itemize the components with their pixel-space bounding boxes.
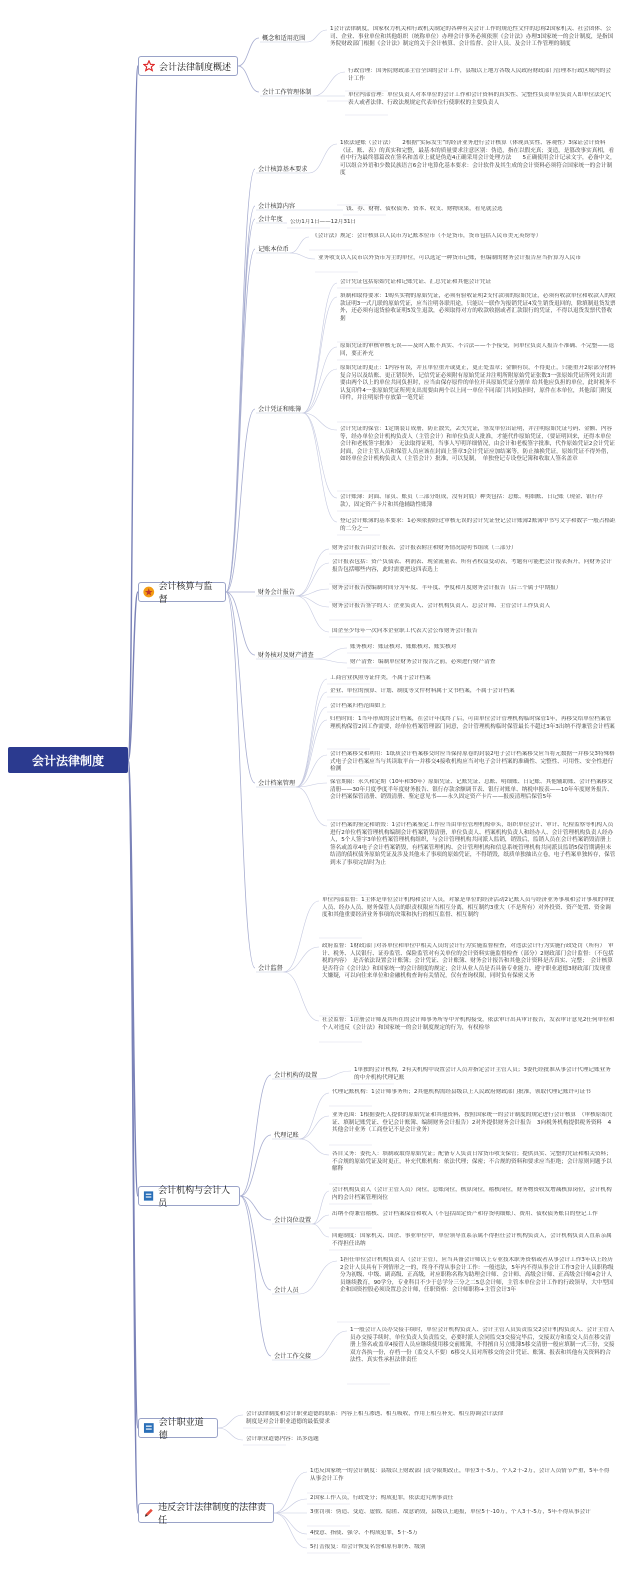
- leaf-note: 1会计法律制度，国家权力机关和行政机关制定的各种有关会计工作的规范性文件的总称2国家机关、社会团体、公司、企业、事业单位和其他组织（统称单位）办理会计事务必须依照《会计法》办理3国家统一的会计制度，是指国务院财政部门根据《会计法》制定的关于会计核算、会计监督、会计人员、及会计工作管理的制度: [330, 26, 614, 48]
- leaf-note: 会计报表包括：资产负债表、利润表、现金流量表、所有者权益变动表，考题有可能把会计报表拆开，问财务会计报告包括哪些内容，此时需要把这四表选上: [332, 559, 612, 573]
- leaf-note: 会计职业道德内容：出多选题: [246, 1436, 319, 1442]
- leaf-note: 社会监督：1注册会计师及其所在的会计师事务所等中介机构接受，依法审计出具审计报告，发表审计意见2任何单位和个人对违反《会计法》和国家统一的会计制度规定的行为，有权检举: [322, 1017, 615, 1031]
- connector: [303, 283, 337, 413]
- root-node[interactable]: 会计法律制度: [8, 747, 128, 773]
- connector: [300, 1093, 329, 1139]
- leaf-note: 公历1月1日——12月31日: [290, 219, 357, 225]
- connector: [290, 253, 315, 259]
- connector: [226, 409, 255, 592]
- leaf-note: 业务收支以人民币以外货币为主的单位，可以选定一种货币记账，但编制的财务会计报告应当折算为人民币: [318, 255, 581, 261]
- section-title: 会计法律制度概述: [159, 62, 232, 73]
- leaf-note: 《会计法》规定：会计核算以人民币为记账本位币（不是货币，货币包括人民币美元英镑等）: [312, 233, 542, 239]
- leaf-note: 会计机构负责人（会计主管人员）岗位，总账岗位，核算岗位，稽核岗位，财务物资收发增减核算岗位，会计机构内的会计档案管理岗位: [332, 1187, 612, 1201]
- connector: [312, 1191, 329, 1224]
- connector: [296, 755, 327, 787]
- leaf-note: 会计档案归档范围如上: [330, 703, 386, 709]
- connector: [296, 549, 329, 596]
- connector: [284, 947, 319, 972]
- section-accounting-supervision[interactable]: [138, 582, 226, 605]
- connector: [274, 1513, 307, 1548]
- leaf-note: 工商营业执照等证件类，不属于会计档案: [330, 675, 431, 681]
- sub-topic-label[interactable]: 会计工作管理体制: [262, 89, 312, 96]
- leaf-note: 会计凭证包括原始凭证和记账凭证、汇总凭证和其他会计凭证: [340, 279, 492, 285]
- sub-topic-label[interactable]: 记账本位币: [258, 246, 289, 253]
- leaf-note: 2国家工作人员，行政处分；构成犯罪，依法追究刑事责任: [310, 1495, 454, 1501]
- leaf-note: 会计档案移交和利用：1纸质会计档案移交时应当保持原卷的封装2电子会计档案移交应当将元数据一并移交3特殊格式电子会计档案应当与其读取平台一并移交4接收机构应当对电子会计档案的准确性、完整性、可用性、安全性进行检测: [330, 751, 615, 773]
- leaf-note: 政府监督：1财政部门对各单位和单位中相关人员的会计行为实施监督检查，对违法会计行为实施行政处罚（所有） 审计、税务、人民银行、证券监管、保险监管对有关单位的会计资料实施监督检查（部分）2财政部门会计监督：（不包括税的内容） 是否依法设置会计账簿；会计凭证、会计账簿、财务会计报告和其他会计资料是否真实、完整； 会计核算是否符合《会计法》和国家统一的会计制度的规定；会计从业人员是否具备专业能力、遵守职业道德3财政部门发现重大嫌疑，可以向往来单位和金融机构查询有关情况，仅有查询权限，同时负有保密义务: [322, 943, 614, 980]
- connector: [226, 249, 255, 592]
- sub-topic-label[interactable]: 会计岗位设置: [274, 1217, 312, 1224]
- leaf-note: 原始凭证的更正：1内容有误，并且单位重开或更正，更正处盖章；金额有误，不得更正，只能重开2原部分材料复合另以及结账、更正错误外，记信凭证必须附有原始凭证并注明所附原始凭证张数3一张原始凭证所列支出需要由两个以上的单位共同负担时，应当由保存原件的单位开具原始凭证分割单 给其他应负担的单位，此时税务不认复印件4一张原始凭证所列支出需要由两个以上同一单位不同部门共同负担时，原件在本单位，其他部门附复印件，并注明原件存放第一笔凭证: [340, 365, 616, 402]
- connector: [226, 219, 255, 592]
- connector: [296, 563, 329, 596]
- leaf-note: 1依法建账（会计法） 2根据“实际发生”的经济业务进行会计核算（体现真实性、客观性）3保证会计资料（证、账、表）的真实和完整，最基本的质量要求注意区别：伪造，指在以假充真；变造，是篡改事实真相，看看中行为最终篡篇改在签名和盖章上就是伪造4正确采用会计处理方法 5正确使用会计记录文字，必备中文，可以组合外语和少数民族语言6会计电算化基本要求：会计软件及其生成的会计资料必须符合国家统一的会计制度: [340, 140, 616, 177]
- connector: [300, 1261, 337, 1294]
- leaf-note: 财务会计报告按编制时间分为年度、半年度、季度和月度财务会计报告（后三个属于中期报）: [332, 585, 562, 591]
- sub-topic-label[interactable]: 会计工作交接: [274, 1353, 312, 1360]
- sub-topic-label[interactable]: 财务会计报告: [258, 589, 296, 596]
- leaf-note: 会计法律制度和会计职业道德的联系：内容上相互渗透、相互吸收，作用上相互补充、相互协调会计法律制度是对会计职业道德的最低要求: [246, 1411, 504, 1425]
- connector: [296, 720, 327, 787]
- connector: [226, 592, 255, 783]
- connector: [296, 692, 327, 787]
- section-professional-ethics[interactable]: [138, 1418, 218, 1441]
- connector: [226, 592, 255, 968]
- flag-icon: [143, 1190, 154, 1202]
- leaf-note: 单位内部管理：单位负责人对本单位的会计工作和会计资料的真实性、完整性负责单位负责人即单位法定代表人或者法律、行政法规规定代表单位行使职权的主要负责人: [348, 92, 611, 106]
- connector: [290, 237, 309, 253]
- leaf-note: 出纳不得兼管稽核、会计档案保管和收入（不包括固定资产和存货明细账）、费用、债权债务账目的登记工作: [332, 1211, 598, 1217]
- leaf-note: 财产清查：编制单位财务会计报告之前，必须进行财产清查: [350, 659, 496, 665]
- connector: [319, 1071, 351, 1079]
- sub-topic-label[interactable]: 会计核算基本要求: [258, 166, 308, 173]
- connector: [309, 144, 337, 173]
- leaf-note: 5打击报复：给会计恢复名誉和原有职务、级别: [310, 1544, 426, 1550]
- leaf-note: 钱、券、财物、债权债务、资本、收支、财物成果，看见就会选: [346, 206, 503, 212]
- leaf-note: 保管期限：永久和定期（10年和30年）原始凭证、记账凭证、总账、明细账、日记账、其他辅助账、会计档案移交清册——30年月度季度半年度财务报告、银行存款余额调节表、银行对账单、纳税申报表——10年年度财务报告、会计档案保管清册、销毁清册、鉴定意见书——永久固定资产卡片——报废清理后保管5年: [330, 779, 613, 801]
- leaf-note: 会计账簿：封面、扉页、账页（三部分组成，没有封底）种类包括：总账、明细账、日记账（现金、银行存款），固定资产卡片和其他辅助性账簿: [340, 494, 603, 508]
- sub-topic-label[interactable]: 代理记账: [274, 1132, 299, 1139]
- star-filled-icon: [143, 586, 155, 598]
- connector: [240, 1075, 271, 1196]
- connector: [238, 66, 259, 92]
- connector: [312, 1224, 329, 1237]
- leaf-note: 代理记账机构：1会计师事务所；2其他机构需经县级以上人民政府财政部门批准，领取代理记账许可证书: [332, 1089, 591, 1095]
- leaf-note: 1违反国家统一的会计制度：县级以上财政部门责令限期改正，单位3千-5万，个人2千-2万，会计人员情节严重，5年不得从事会计工作: [310, 1468, 610, 1482]
- sub-topic-label[interactable]: 会计机构的设置: [274, 1072, 318, 1079]
- flag-icon: [143, 1422, 155, 1434]
- leaf-note: 1单独的会计机构，2有关机构中设置会计人员并指定会计主管人员；3委托经批准从事会计代理记账业务的中介机构代理记账: [354, 1067, 611, 1081]
- sub-topic-label[interactable]: 会计人员: [274, 1287, 299, 1294]
- connector: [300, 1139, 329, 1155]
- leaf-note: 企业、单位的预算、计划、制度等文件材料属于文书档案，不属于会计档案: [330, 688, 515, 694]
- leaf-note: 国企至少每年一次向本企业职工代表大会公布财务会计报告: [332, 628, 478, 634]
- leaf-note: 会计档案的鉴定和销毁：1会计档案鉴定工作应当由单位管理机构牵头，组织单位会计、审计、纪检监察等机构人员进行2单位档案管理机构编制会计档案销毁清册，单位负责人、档案机构负责人和经办人、会计管理机构负责人经办人，5个人签字3单位档案管理机构组织，与会计管理机构共同派人监销，销毁后，监销人员在会计档案销毁清册上签名或盖章4电子会计档案销毁，有档案管理机构、会计管理机构和信息系统管理机构共同派员监销5保管期满但未结清的债权债务原始凭证及涉及其他未了事项的原始凭证，不得销毁，纸质单独抽出立卷，电子档案单独转存，保管到未了事项完结时为止: [330, 822, 616, 866]
- connector: [296, 707, 327, 787]
- leaf-note: 4授意、指使、强令、不构成犯罪，5千-5万: [310, 1530, 418, 1536]
- leaf-note: 财务会计报告签字的人：企业负责人、会计机构负责人、总会计师、主管会计工作负责人: [332, 603, 551, 609]
- sub-topic-label[interactable]: 会计监督: [258, 965, 283, 972]
- leaf-note: 会计凭证的保管：1定期装订成册，防止散失，丢失凭证，签发单位出证明，并注明原始凭证号码、金额、内容等，经办单位会计机构负责人（主管会计）和单位负责人批准，才能代作原始凭证，（要证明回来，还得本单位会计和老板签字批准） 无法取得证明，当事人写明详细情况，由会计和老板签字批准，代作原始凭证2会计凭证封面，会计主管人员和保管人员应该在封面上签章3会计凭证应加结案等，防止抽换凭证，原始凭证不得外借，如经单位会计机构负责人（主管会计）批准，可以复制， 单独登记专设登记簿和收取人签名盖章: [340, 426, 615, 463]
- leaf-note: 财务会计报告由会计报表、会计报表附注和财务情况说明书组成（三部分）: [332, 545, 517, 551]
- connector: [284, 901, 319, 972]
- section-title: 会计核算与监督: [158, 582, 213, 605]
- connector: [296, 787, 327, 826]
- leaf-note: 原始凭证的审核审核无误——及时入账不真实、不合法——不予接受，向单位负责人报告不准确、不完整——退回，要正补充: [340, 343, 615, 357]
- connector: [218, 1415, 243, 1428]
- section-overview[interactable]: [138, 56, 238, 76]
- connector: [218, 1428, 243, 1440]
- leaf-note: 1一般会计人员办交接手续时，单位会计机构负责人、会计主管人员负责监交2会计机构负责人、会计主管人员办交接手续时，单位负责人负责监交，必要时派人会同监交3交接完毕后，交接双方和监交人员在移交清册上签名或盖章4接管人员应继续使用移交前账簿，不得擅自另立账簿5移交清册一般应填制一式三份，交接双方各执一份，存档一份（监交人不要）6移交人员对所移交的会计凭证、账簿、报表和其他有关资料的合法性、真实性承担法律责任: [350, 1327, 615, 1364]
- connector: [240, 1135, 271, 1196]
- section-title: 违反会计法律制度的法律责任: [158, 1503, 267, 1526]
- connector: [240, 1196, 271, 1356]
- sub-topic-label[interactable]: 财务核对及财产清查: [258, 652, 314, 659]
- sub-topic-label[interactable]: 会计年度: [258, 216, 283, 223]
- leaf-note: 行政管理：国务院财政部主管全国的会计工作，县级以上地方各级人民政府财政部门管理本行政区域内的会计工作: [348, 68, 611, 82]
- connector: [274, 1472, 307, 1513]
- connector: [303, 413, 337, 498]
- leaf-note: 回避制度：国家机关、国企、事业单位中，单位领导直系亲属不得担任会计机构负责人，会计机构负责人直系亲属不得担任出纳: [332, 1233, 612, 1247]
- connector: [300, 1116, 329, 1139]
- section-legal-liability[interactable]: [138, 1503, 274, 1526]
- leaf-note: 1担任单位会计机构负责人（会计主管），应当具备会计师以上专业技术职务资格或者从事会计工作3年以上经历2会计人员具有下列情形之一的，终身不得从事会计工作：一般违法，5年内不得从事会计工作3会计人员职称级分为初级、中级、副高级、正高级，对应职称名称为助理会计师、会计师、高级会计师、正高级会计师4会计人员继续教育，90学分，专业科目不少于总学分三分之二5总会计师，主管本单位会计工作的行政领导，大中型国企和国资控股必须设置总会计师，任职资格：会计师职称+主管会计3年: [340, 1257, 614, 1294]
- connector: [296, 596, 329, 607]
- leaf-note: 账务核对：账证核对、账账核对、账实核对: [350, 644, 457, 650]
- leaf-note: 归档时间：1当年形成的会计档案，在会计年度终了后，可由单位会计管理机构临时保管1年，再移交给单位档案管理机构保管2因工作需要，经单位档案管理部门同意，会计管理机构临时保管最长不超过3年3出纳不得兼管会计档案: [330, 716, 615, 730]
- section-title: 会计机构与会计人员: [158, 1186, 231, 1209]
- connector: [316, 648, 347, 659]
- leaf-note: 3重罚项：伪造、变造、虚假、隐匿、故意销毁，县级以上通报，单位5千-10万，个人3千-5万，5年不得从事会计: [310, 1509, 591, 1515]
- connector: [274, 1499, 307, 1513]
- connector: [307, 30, 327, 42]
- connector: [312, 1331, 347, 1360]
- connector: [303, 297, 337, 413]
- leaf-note: 各自义务：委托人：填制或取得原始凭证；配备专人负责日常货币收支保管；提供真实、完整的凭证和相关资料；不合规的原始凭证及时更正，补充代账机构：依法代理；保密；不合规的资料和要求应当拒绝；会计原则问题予以解释: [332, 1151, 612, 1173]
- sub-topic-label[interactable]: 概念和适用范围: [262, 35, 306, 42]
- sub-topic-label[interactable]: 会计核算内容: [258, 203, 296, 210]
- connector: [284, 972, 319, 1021]
- connector: [303, 369, 337, 413]
- connector: [316, 659, 347, 663]
- leaf-note: 填制和取得要求：1购买实物的原始凭证，必须有验收证明2支付款项的原始凭证，必须有收款单位和收款人的收款证明3一式几联的原始凭证，应当注明各联用途，只能以一联作为报销凭证4发生销货退回的，除填制退货发票外，还必须有退货验收证明5发生退款，必须取得对方的收款收据或者汇款银行的凭证，不得以退货发票代替收据: [340, 293, 616, 322]
- sub-topic-label[interactable]: 会计凭证和账簿: [258, 406, 302, 413]
- pen-icon: [143, 1507, 154, 1519]
- section-title: 会计职业道德: [158, 1418, 204, 1441]
- sub-topic-label[interactable]: 会计档案管理: [258, 780, 296, 787]
- connector: [226, 592, 255, 655]
- star-outline-icon: [143, 60, 155, 72]
- leaf-note: 登记会计账簿的基本要求：1必须依据经过审核无误的会计凭证登记会计账簿2账簿中书写文字和数字一般占格距的二分之一: [340, 518, 616, 532]
- connector: [238, 38, 259, 66]
- section-institutions-personnel[interactable]: [138, 1186, 240, 1209]
- leaf-note: 业务范围：1根据委托人提供的原始凭证和其他资料，按照国家统一的会计制度的规定进行会计核算 （审核原始凭证、填制记账凭证、登记会计账簿、编制财务会计报告）2对外提供财务会计报告 3向税务机构提供税务资料 4其他会计业务（工商登记不是会计业务）: [332, 1112, 613, 1134]
- leaf-note: 单位内部监督：1主体是单位会计机构和会计人员，对象是单位的经济活动2记账人员与经济业务事项和会计事项的审批人员、经办人员、财务保管人员的职责权限应当相互分离，相互制约3重大（不是所有）对外投资、资产处置、资金调度和其他重要经济业务事项的决策和执行的相互监督、相互制约: [322, 897, 615, 919]
